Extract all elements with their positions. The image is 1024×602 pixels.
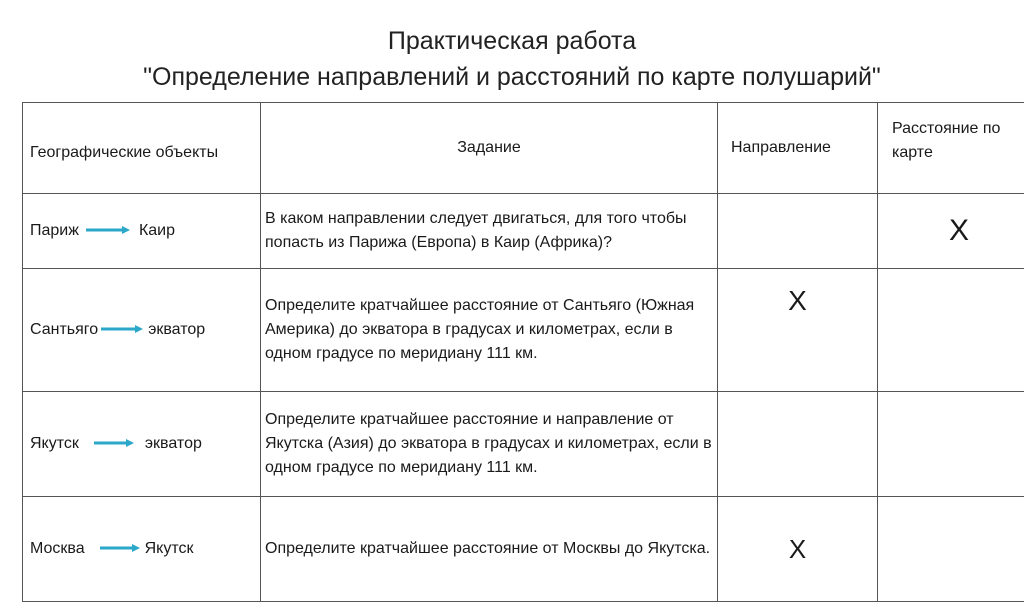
- route-cell: [23, 497, 261, 602]
- route-to: Каир: [139, 219, 175, 243]
- arrow-right-icon: [85, 219, 131, 243]
- page-title-line2: "Определение направлений и расстояний по карте полушарий": [0, 60, 1024, 94]
- direction-cell: [718, 392, 878, 497]
- table-row: [23, 269, 1024, 392]
- direction-cell: Х: [718, 497, 878, 602]
- route-to: экватор: [148, 318, 205, 342]
- route-cell: [23, 194, 261, 269]
- assignment-table: [22, 102, 1024, 602]
- task-cell: Определите кратчайшее расстояние и направление от Якутска (Азия) до экватора в градусах и километрах, если в одном градусе по меридиану 111 км.: [261, 392, 718, 497]
- table-row: [23, 194, 1024, 269]
- task-cell: В каком направлении следует двигаться, для того чтобы попасть из Парижа (Европа) в Каир (Африка)?: [261, 194, 718, 269]
- route-to: Якутск: [145, 537, 194, 561]
- route-cell: [23, 392, 261, 497]
- task-cell: Определите кратчайшее расстояние от Москвы до Якутска.: [261, 497, 718, 602]
- route-to: экватор: [145, 432, 202, 456]
- arrow-right-icon: [93, 432, 135, 456]
- direction-cell: Х: [718, 269, 878, 392]
- table-header-row: [23, 103, 1024, 194]
- direction-cell: [718, 194, 878, 269]
- header-direction: Направление: [718, 103, 878, 194]
- distance-cell: [878, 392, 1024, 497]
- distance-cell: Х: [878, 194, 1024, 269]
- header-objects: Географические объекты: [23, 103, 261, 194]
- route-from: Москва: [30, 537, 85, 561]
- task-cell: Определите кратчайшее расстояние от Сантьяго (Южная Америка) до экватора в градусах и километрах, если в одном градусе по меридиану 111 км.: [261, 269, 718, 392]
- distance-cell: [878, 269, 1024, 392]
- arrow-right-icon: [100, 318, 144, 342]
- page-title-line1: Практическая работа: [0, 24, 1024, 58]
- route-from: Сантьяго: [30, 318, 98, 342]
- header-task: Задание: [261, 103, 718, 194]
- table-row: [23, 497, 1024, 602]
- table-row: [23, 392, 1024, 497]
- route-from: Париж: [30, 219, 79, 243]
- route-from: Якутск: [30, 432, 79, 456]
- route-cell: [23, 269, 261, 392]
- header-distance: Расстояние по карте: [878, 103, 1024, 194]
- distance-cell: [878, 497, 1024, 602]
- arrow-right-icon: [99, 537, 141, 561]
